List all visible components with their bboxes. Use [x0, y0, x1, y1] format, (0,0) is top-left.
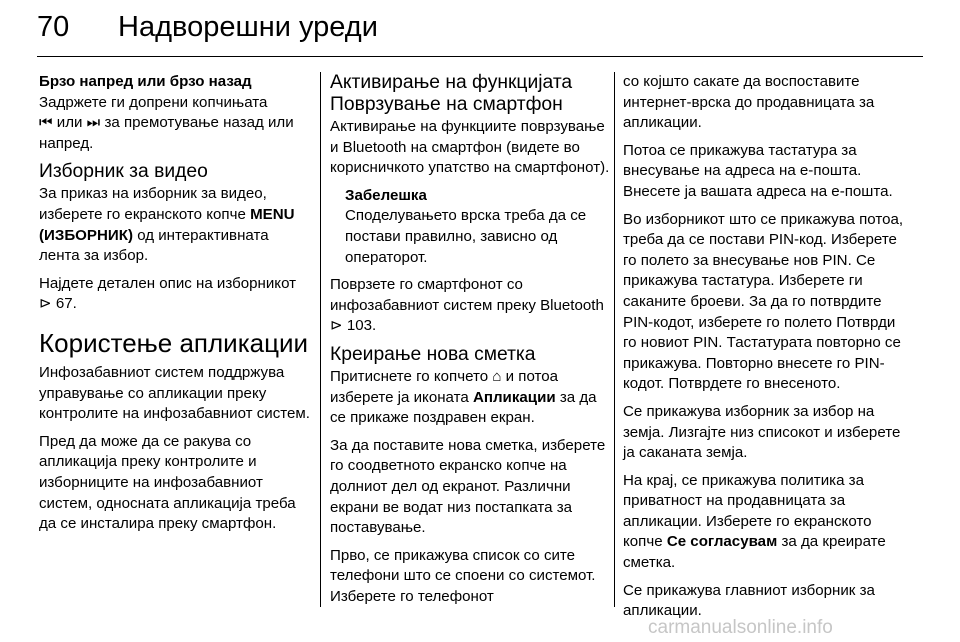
apps-label: Апликации: [472, 388, 556, 406]
column-divider-left: [320, 72, 321, 607]
video-text-a: За приказ на изборник за видео, изберете го екранското копче: [39, 185, 267, 223]
paragraph-video-menu: [39, 184, 311, 266]
seek-text-c: за премотување назад или напред.: [39, 114, 294, 152]
account-text-b: и потоа изберете ја иконата: [330, 367, 559, 406]
right-5-text-b: за да креирате сметка.: [623, 533, 886, 572]
paragraph-apps-1: Инфозабавниот систем поддржува управување со апликации преку контролите на инфозабавниот систем.: [39, 363, 310, 423]
connect-page-ref: 103.: [346, 317, 377, 335]
heading-video-menu: Изборник за видео: [39, 161, 208, 183]
page-ref-icon: ⊳: [330, 317, 343, 335]
note-box: [330, 186, 610, 268]
paragraph-account-3: Прво, се прикажува список со сите телефони што се споени со системот. Изберете го телефонот: [330, 546, 596, 605]
heading-seek: Брзо напред или брзо назад: [39, 73, 252, 90]
agree-button-label: Се согласувам: [666, 533, 778, 551]
column-divider-right: [614, 72, 615, 607]
column-middle: [330, 72, 610, 614]
column-right: [623, 72, 913, 629]
paragraph-right-2: Потоа се прикажува тастатура за внесување на адреса на е-пошта. Внесете ја вашата адреса на е-пошта.: [623, 141, 893, 200]
heading-new-account: Креирање нова сметка: [330, 343, 536, 365]
heading-activate: Активирање на функцијата Поврзување на смартфон: [330, 72, 573, 115]
paragraph-connect: [330, 275, 610, 337]
paragraph-right-5: [623, 471, 913, 574]
menu-button-label: MENU (ИЗБОРНИК): [39, 205, 295, 244]
account-text-a: Притиснете го копчето: [330, 367, 489, 385]
skip-back-icon: ⏮: [39, 114, 53, 132]
seek-text-a: Задржете ги допрени копчињата: [39, 93, 268, 111]
column-left: [39, 72, 311, 542]
page-ref-icon: ⊳: [39, 295, 52, 313]
paragraph-activate: Активирање на функциите поврзување и Bluetooth на смартфон (видете во корисничкото упатство на смартфонот).: [330, 118, 610, 177]
paragraph-apps-2: Пред да може да се ракува со апликација преку контролите и изборниците на инфозабавниот систем, односната апликација треба да се инсталира преку смартфон.: [39, 432, 296, 533]
header-rule: [37, 56, 923, 57]
skip-forward-icon: ⏭: [86, 114, 101, 132]
detail-text: Најдете детален опис на изборникот: [39, 274, 297, 292]
connect-text: Поврзете го смартфонот со инфозабавниот систем преку Bluetooth: [330, 276, 604, 314]
note-title: Забелешка: [345, 186, 427, 204]
detail-page-ref: 67.: [55, 295, 77, 313]
watermark: carmanualsonline.info: [648, 617, 833, 638]
note-text: Споделувањето врска треба да се постави правилно, зависно од операторот.: [345, 207, 587, 266]
paragraph-account-2: За да поставите нова сметка, изберете го соодветното екранско копче на долниот дел од екранот. Различни екрани ве водат низ постапката за поставување.: [330, 436, 606, 537]
paragraph-seek: [39, 93, 311, 155]
account-text-c: за да се прикаже поздравен екран.: [330, 388, 597, 427]
video-text-b: од интерактивната лента за избор.: [39, 226, 269, 265]
paragraph-right-1: со којшто сакате да воспоставите интернет-врска до продавницата за апликации.: [623, 73, 875, 132]
page-header: [0, 0, 960, 60]
paragraph-detail: [39, 274, 311, 315]
right-5-text-a: На крај, се прикажува политика за приватност на продавницата за апликации. Изберете го екранското копче: [623, 471, 872, 551]
page-number: 70: [37, 11, 70, 43]
paragraph-right-4: Се прикажува изборник за избор на земја. Лизгајте низ списокот и изберете ја саканата земја.: [623, 402, 901, 462]
heading-using-apps: Користење апликации: [39, 327, 309, 358]
page-title: Надворешни уреди: [118, 11, 378, 43]
paragraph-account-1: [330, 367, 610, 429]
paragraph-right-6: Се прикажува главниот изборник за апликации.: [623, 581, 875, 620]
seek-text-or: или: [56, 114, 83, 132]
paragraph-right-3: Во изборникот што се прикажува потоа, треба да се постави PIN-код. Изберете го полето за внесување нов PIN. Се прикажува тастатура. Изберете ги саканите броеви. За да го потврдите PIN-кодот, изберете го полето Потврди го новиот PIN. Тастатурата повторно се прикажува. Повторно внесете го PIN-кодот. Потврдете го внесеното.: [623, 210, 904, 393]
home-icon: ⌂: [492, 367, 502, 385]
